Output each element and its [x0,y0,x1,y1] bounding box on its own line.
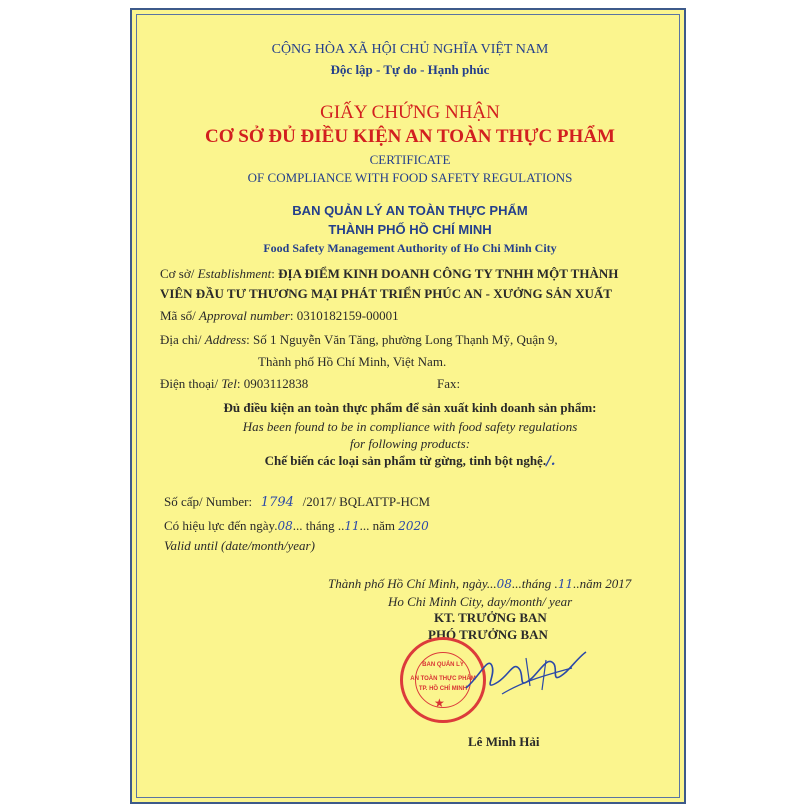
signatory-title: KT. TRƯỞNG BAN [434,610,547,625]
phone-number: 0903112838 [243,376,309,391]
issue-suffix: ..năm 2017 [573,576,632,591]
number-suffix: /2017/ BQLATTP-HCM [302,494,431,509]
eligibility-statement: Đủ điều kiện an toàn thực phẩm để sản xuất kinh doanh sản phẩm: [223,400,597,415]
certificate-document [130,8,686,804]
product-handwritten-mark: /. [546,454,556,469]
establishment-label: Cơ sở/ [160,266,198,281]
approval-label-en: Approval number [199,308,290,323]
approval-row: Mã số/ Approval number: 0310182159-00001 [160,308,399,323]
validity-month-label: tháng [305,518,335,533]
signatory-name: Lê Minh Hải [468,734,540,749]
approval-number: 0310182159-00001 [296,308,399,323]
establishment-row-2 [160,286,612,302]
issue-prefix: Thành phố Hồ Chí Minh, ngày... [328,576,497,591]
issue-day: 08 [496,577,512,591]
certificate-number-row [164,494,430,510]
establishment-value: ĐỊA ĐIỂM KINH DOANH CÔNG TY TNHH MỘT THÀNH [278,266,619,281]
validity-year: 2020 [398,519,429,533]
validity-year-label: năm [372,518,396,533]
establishment-row: Cơ sở/ Establishment: ĐỊA ĐIỂM KINH DOANH CÔNG TY TNHH MỘT THÀNH [160,266,619,281]
product-list [132,453,688,469]
authority-name: BAN QUẢN LÝ AN TOÀN THỰC PHẨM [292,203,528,218]
validity-month: 11 [344,519,360,533]
authority-name-en: Food Safety Management Authority of Ho Chi Minh City [263,241,557,255]
eligibility-statement-en: Has been found to be in compliance with food safety regulations [242,419,578,434]
address-value: Số 1 Nguyễn Văn Tăng, phường Long Thạnh Mỹ, Quận 9, [253,332,558,347]
address-row-2 [258,354,446,370]
fax-label: Fax: [437,376,461,391]
certificate-subtitle: CƠ SỞ ĐỦ ĐIỀU KIỆN AN TOÀN THỰC PHẨM [205,126,615,147]
eligibility-statement-en-2: for following products: [349,436,471,451]
issue-date [328,576,631,592]
address-label: Địa chỉ/ [160,332,205,347]
establishment-label-en: Establishment [197,266,272,281]
issue-month: 11 [557,577,574,591]
certificate-title-en: CERTIFICATE [369,152,451,167]
number-label: Số cấp/ Number: [164,494,253,509]
phone-row: Điện thoại/ Tel: 0903112838 [160,376,309,391]
authority-city: THÀNH PHỐ HỒ CHÍ MINH [328,222,492,237]
validity-en: Valid until (date/month/year) [164,538,315,553]
signature-graphic [462,646,592,702]
address-label-en: Address [204,332,247,347]
seal-text-top: BAN QUẢN LÝ [422,662,464,668]
address-value-2: Thành phố Hồ Chí Minh, Việt Nam. [258,354,447,369]
phone-label: Điện thoại/ [160,376,222,391]
validity-day: 08 [277,519,293,533]
seal-text-2: TP. HỒ CHÍ MINH [418,686,468,692]
address-row: Địa chỉ/ Address: Số 1 Nguyễn Văn Tăng, phường Long Thạnh Mỹ, Quận 9, [160,332,558,347]
approval-label: Mã số/ [160,308,199,323]
certificate-subtitle-en: OF COMPLIANCE WITH FOOD SAFETY REGULATIONS [247,170,573,185]
phone-label-en: Tel [221,376,237,391]
star-icon: ★ [434,696,445,710]
number-handwritten: 1794 [260,495,294,510]
issue-date-en: Ho Chi Minh City, day/month/ year [388,594,573,609]
republic-heading: CỘNG HÒA XÃ HỘI CHỦ NGHĨA VIỆT NAM [271,42,549,57]
signatory-subtitle: PHÓ TRƯỞNG BAN [428,627,548,642]
national-motto: Độc lập - Tự do - Hạnh phúc [330,62,490,77]
seal-text-1: AN TOÀN THỰC PHẨM [410,676,476,682]
issue-mid: ...tháng . [511,576,558,591]
product-text: Chế biến các loại sản phẩm từ gừng, tinh bột nghệ. [264,453,547,468]
validity-row: Có hiệu lực đến ngày.08... tháng ..11... năm 2020 [164,518,429,533]
establishment-value-2: VIÊN ĐẦU TƯ THƯƠNG MẠI PHÁT TRIỂN PHÚC AN - XƯỞNG SẢN XUẤT [160,286,612,301]
certificate-title: GIẤY CHỨNG NHẬN [320,102,500,123]
validity-prefix: Có hiệu lực đến ngày [164,518,275,533]
